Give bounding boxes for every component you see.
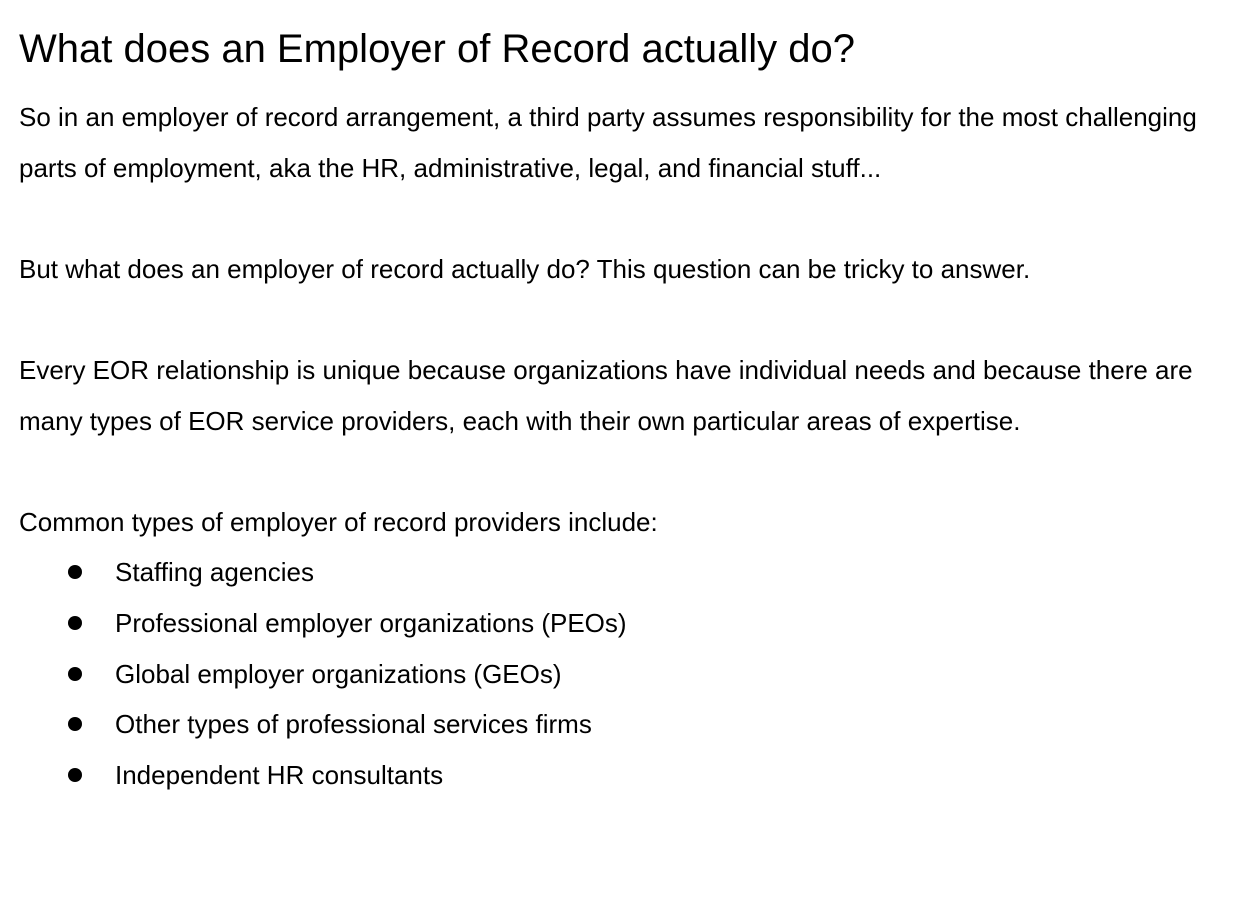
list-item [19,547,1229,598]
list-item-label: Global employer organizations (GEOs) [115,658,562,689]
list-item-label: Professional employer organizations (PEOs) [115,607,627,638]
list-item [19,598,1229,649]
bullet-icon [68,768,82,782]
provider-types-list [19,547,1229,800]
bullet-icon [68,667,82,681]
bullet-icon [68,717,82,731]
list-item-label: Other types of professional services firms [115,709,592,740]
list-item [19,699,1229,750]
paragraph-intro: So in an employer of record arrangement, a third party assumes responsibility for the most challenging parts of employment, aka the HR, administrative, legal, and financial stuff... [19,102,1197,183]
bullet-icon [68,616,82,630]
list-item [19,649,1229,700]
paragraph-gap [19,446,1229,497]
paragraph-gap [19,193,1229,244]
title-gap [19,76,1229,92]
list-item [19,750,1229,801]
document-body [19,22,1229,800]
paragraph-question: But what does an employer of record actually do? This question can be tricky to answer. [19,253,1031,284]
list-item-label: Staffing agencies [115,557,314,588]
bullet-icon [68,565,82,579]
paragraph-eor-relationship: Every EOR relationship is unique because organizations have individual needs and because there are many types of EOR service providers, each with their own particular areas of expertise. [19,354,1193,436]
paragraph-gap [19,294,1229,345]
list-item-label: Independent HR consultants [115,759,444,790]
document-title: What does an Employer of Record actually do? [19,27,855,71]
paragraph-list-intro: Common types of employer of record providers include: [19,506,658,537]
